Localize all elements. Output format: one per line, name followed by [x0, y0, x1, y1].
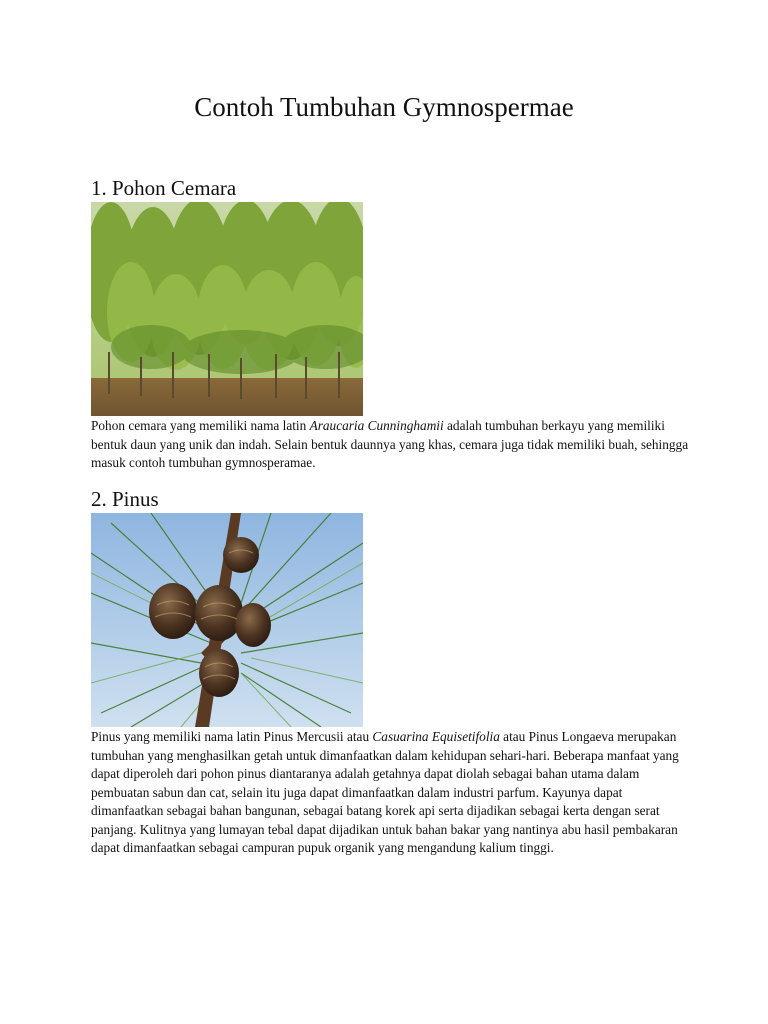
- paragraph-cemara: Pohon cemara yang memiliki nama latin Araucaria Cunninghamii adalah tumbuhan berkayu yang memiliki bentuk daun yang unik dan indah. Selain bentuk daunnya yang khas, cemara juga tidak memiliki buah, sehingga masuk contoh tumbuhan gymnosperamae.: [91, 418, 689, 470]
- pine-cones-photo: [91, 513, 363, 727]
- cemara-trees-photo: [91, 202, 363, 416]
- paragraph-pinus: Pinus yang memiliki nama latin Pinus Mercusii atau Casuarina Equisetifolia atau Pinus Longaeva merupakan tumbuhan yang menghasilkan getah untuk dimanfaatkan dalam kehidupan sehari-hari. Beberapa manfaat yang dapat diperoleh dari pohon pinus diantaranya adalah getahnya dapat diolah sebagai bahan utama dalam pembuatan sabun dan cat, selain itu juga dapat dimanfaatkan dalam industri parfum. Kayunya dapat dimanfaatkan sebagai bahan bangunan, sebagai batang korek api serta dijadikan sebagai kerta dengan serat panjang. Kulitnya yang lumayan tebal dapat dijadikan untuk bahan bakar yang nantinya abu hasil pembakaran dapat dimanfaatkan sebagai campuran pupuk organik yang mengandung kalium tinggi.: [91, 729, 679, 855]
- cemara-trees-illustration: [91, 202, 363, 416]
- section-heading-cemara: 1. Pohon Cemara: [91, 176, 237, 200]
- latin-name-pinus: Casuarina Equisetifolia: [372, 729, 500, 744]
- page-title: Contoh Tumbuhan Gymnospermae: [194, 92, 574, 122]
- section-heading-pinus: 2. Pinus: [91, 487, 159, 511]
- latin-name-cemara: Araucaria Cunninghamii: [309, 418, 444, 433]
- pine-cones-illustration: [91, 513, 363, 727]
